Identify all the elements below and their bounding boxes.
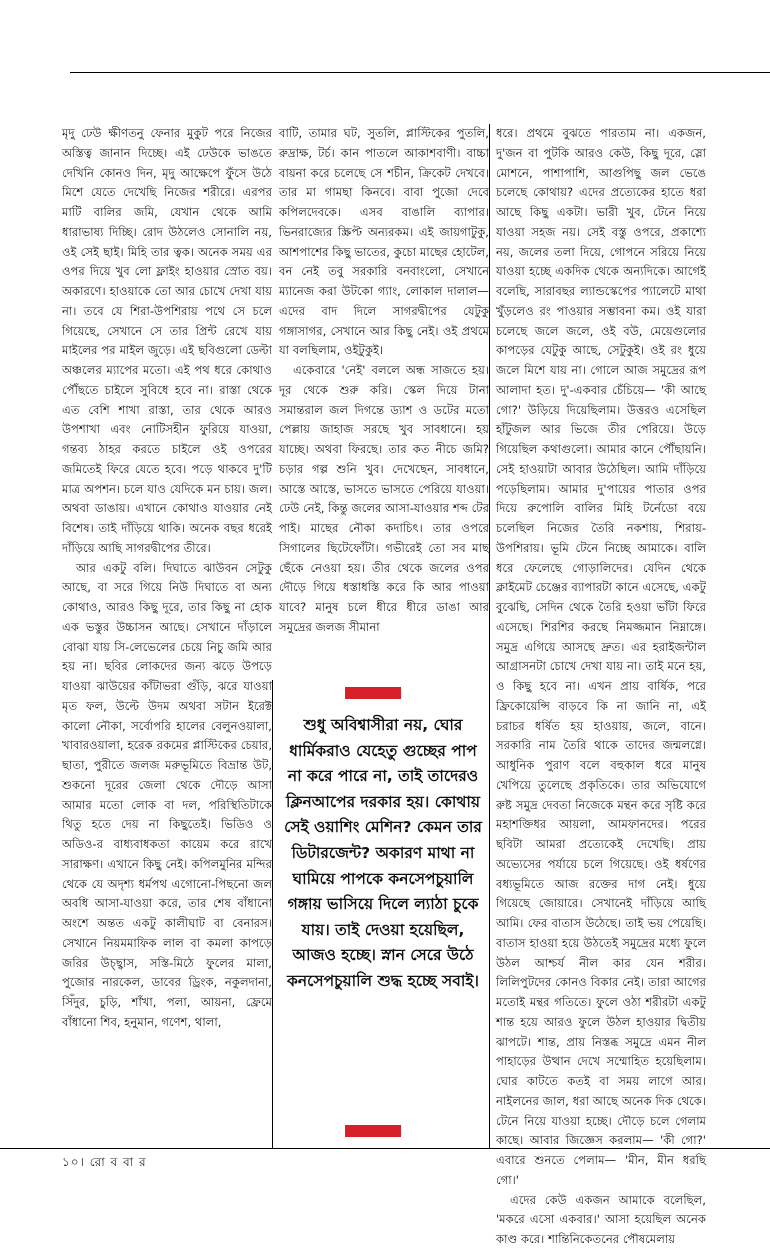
pull-quote-accent-bar <box>345 687 401 699</box>
article-column-3 <box>496 124 706 1246</box>
column-divider <box>272 680 273 1148</box>
article-column-2 <box>279 124 489 654</box>
column-divider <box>489 124 490 1148</box>
page-number: ১০ <box>62 1155 80 1169</box>
paragraph: মৃদু ঢেউ ক্ষীণতনু ফেনার মুকুট পরে নিজের অস্তিত্ব জানান দিচ্ছে। এই ঢেউকে ভাঙতে দেখিনি কোনও দিন, মৃদু আক্ষেপে ফুঁসে উঠে মিশে যেতে দেখেছি নিজের শরীরে। এরপর মাটি বালির জমি, যেখান থেকে আমি ধারাভাষ্য দিচ্ছি। রোদ উঠলেও সোনালি নয়, ওই সেই ছাই। মিহি তার ত্বক। অনেক সময় এর ওপর দিয়ে খুব লো ফ্লাইং হাওয়ার স্রোত বয়। অকারণে। হাওয়াকে তো আর চোখে দেখা যায় না। তবে যে শিরা-উপশিরায় পথে সে চলে গিয়েছে, সেখানে সে তার প্রিন্ট রেখে যায় মাইলের পর মাইল জুড়ে। এই ছবিগুলো ডেল্টা অঞ্চলের ম্যাপের মতো। এই পথ ধরে কোথাও পৌঁছতে চাইলে সুবিধে হবে না। রাস্তা থেকে এত বেশি শাখা রাস্তা, তার থেকে আরও উপশাখা এবং নোটিসহীন ফুরিয়ে যাওয়া, গন্তব্য ঠাহর করতে চাইলে ওই ওপরের জমিতেই ফিরে যেতে হবে। পড়ে থাকবে দু'টি মাত্র অপশন। চলে যাও যেদিকে মন চায়। জল। অথবা ডাঙায়। এখানে কোথাও যাওয়ার নেই বিশেষ। তাই দাঁড়িয়ে থাকি। অনেক বছর ধরেই দাঁড়িয়ে আছি সাগরদ্বীপের তীরে। <box>62 126 272 555</box>
footer-separator: । <box>79 1155 85 1169</box>
pull-quote-text: শুধু অবিশ্বাসীরা নয়, ঘোর ধার্মিকরাও যেহেতু গুচ্ছের পাপ না করে পারে না, তাই তাদেরও ক্লিনআপের দরকার হয়। কোথায় সেই ওয়াশিং মেশিন? কেমন তার ডিটারজেন্ট? অকারণ মাথা না ঘামিয়ে পাপকে কনসেপচুয়ালি গঙ্গায় ভাসিয়ে দিলে ল্যাঠা চুকে যায়। তাই দেওয়া হয়েছিল, আজও হচ্ছে। স্নান সেরে উঠে কনসেপচুয়ালি শুদ্ধ হচ্ছে সবাই। <box>284 716 482 990</box>
article-column-1 <box>62 124 272 1124</box>
paragraph: একেবারে 'নেই' বললে অন্ধ সাজতে হয়। দূর থেকে শুরু করি। স্কেল দিয়ে টানা সমান্তরাল জল দিগন্তে ড্যাশ ও ডটের মতো পেল্লায় জাহাজ সরছে খুব সাবধানে। হয় যাচ্ছে। অথবা ফিরছে। তার কত নীচে জমি? চড়ার গল্প শুনি খুব। দেখেছেন, সাবধানে, আস্তে আস্তে, ভাসতে ভাসতে পেরিয়ে যাওয়া। ঢেউ নেই, কিন্তু জলের আসা-যাওয়ার শব্দ টের পাই। মাছের নৌকা কদাচিৎ। তার ওপরে সিগালের ছিটেফোঁটা। গভীরেই তো সব মাছ ছেঁকে নেওয়া হয়। তীর থেকে জলের ওপর দৌড়ে গিয়ে ধস্তাধস্তি করে কি আর পাওয়া যাবে? মানুষ চলে ধীরে ধীরে ডাঙা আর সমুদ্রের জলজ সীমানা <box>279 363 489 634</box>
pull-quote <box>283 683 483 1146</box>
paragraph: এদের কেউ একজন আমাকে বলেছিল, 'মকরে এসো একবার।' আসা হয়েছিল অনেক কাণ্ড করে। শান্তিনিকেতনের পৌষমেলায় <box>496 1192 706 1246</box>
page-footer <box>62 1154 147 1174</box>
paragraph: ধরে। প্রথমে বুঝতে পারতাম না। একজন, দু'জন বা পুটকি আরও কেউ, কিছু দূরে, স্লো মোশনে, পাশাপাশি, আগুপিছু জল ভেঙে চলেছে কোথায়? এদের প্রত্যেকের হাতে ধরা আছে কিছু একটা। ভারী খুব, টেনে নিয়ে যাওয়া সহজ নয়। সেই বস্তু ওপরে, প্রকাশ্যে নয়, জলের তলা দিয়ে, গোপনে সরিয়ে নিয়ে যাওয়া হচ্ছে একদিক থেকে অন্যদিকে। আগেই বলেছি, সারাবছর ল্যান্ডস্কেপের প্যালেটে মাথা খুঁড়লেও রং পাওয়ার সম্ভাবনা কম। ওই যারা চলেছে জলে জলে, ওই বউ, মেয়েগুলোর কাপড়ের যেটুকু আছে, সেটুকুই। ওই রং ধুয়ে জলে মিশে যায় না। গোলে আজ সমুদ্রের রূপ আলাদা হত। দু'-একবার চেঁচিয়ে— 'কী আছে গো?' উড়িয়ে দিয়েছিলাম। উত্তরও এসেছিল হাঁটুজল আর ভিজে তীর পেরিয়ে। উড়ে গিয়েছিল কথাগুলো। আমার কানে পৌঁছায়নি। সেই হাওয়াটা আবার উঠেছিল। আমি দাঁড়িয়ে পড়েছিলাম। আমার দু'পায়ের পাতার ওপর দিয়ে রুপোলি বালির মিহি টর্নেডো বয়ে চলেছিল নিজের তৈরি নকশায়, শিরায়-উপশিরায়। ভূমি টেনে নিচ্ছে আমাকে। বালি ধরে ফেলেছে গোড়ালিদের। যেদিন থেকে ক্লাইমেট চেঞ্জের ব্যাপারটা কানে এসেছে, একটু বুঝেছি, সেদিন থেকে তৈরি হওয়া ভাঁটা ফিরে এসেছে। শিরশির করছে নিমজ্জমান নিম্নাঙ্গে। সমুদ্র এগিয়ে আসছে দ্রুত। এর হরাইজন্টাল আগ্রাসনটা চোখে দেখা যায় না। তাই মনে হয়, ও কিছু হবে না। এখন প্রায় বার্ষিক, পরে ফ্রিকোয়েন্সি বাড়বে কি না জানি না, এই চরাচর ধর্ষিত হয় হাওয়ায়, জলে, বানে। সরকারি নাম তৈরি থাকে তাদের জন্মলগ্নে। আধুনিক পুরাণ বলে বহুকাল ধরে মানুষ খেপিয়ে তুলেছে প্রকৃতিকে। তার অভিযোগে রুষ্ট সমুদ্র দেবতা নিজেকে মন্থন করে সৃষ্টি করে মহাশক্তিধর আয়লা, আমফানদের। পরের ছবিটা আমরা প্রত্যেকেই দেখেছি। প্রায় অভ্যেসের পর্যায়ে চলে গিয়েছে। ওই ধর্ষণের বধ্যভূমিতে আজ রক্তের দাগ নেই। ধুয়ে গিয়েছে জোয়ারে। সেখানেই দাঁড়িয়ে আছি আমি। ফের বাতাস উঠেছে। তাই ভয় পেয়েছি। বাতাস হাওয়া হয়ে উঠতেই সমুদ্রের মধ্যে ফুলে উঠল আশ্চর্য নীল কার যেন শরীর। লিলিপুটদের কোনও বিকার নেই। তারা আগের মতোই মন্থর গতিতে। ফুলে ওঠা শরীরটা একটু শান্ত হয়ে আরও ফুলে উঠল হাওয়ার দ্বিতীয় ঝাপটে। শান্ত, প্রায় নিস্তব্ধ সমুদ্রে এমন নীল পাহাড়ের উত্থান দেখে সম্মোহিত হয়েছিলাম। ঘোর কাটতে কতই বা সময় লাগে আর। নাইলনের জাল, ধরা আছে অনেক দিক থেকে। টেনে নিয়ে যাওয়া হচ্ছে। দৌড়ে চলে গেলাম কাছে। আবার জিজ্ঞেস করলাম— 'কী গো?' এবারে শুনতে পেলাম— 'মীন, মীন ধরছি গো।' <box>496 126 706 1187</box>
paragraph: বাটি, তামার ঘট, সুতলি, প্লাস্টিকের পুতলি, রুদ্রাক্ষ, টর্চ। কান পাতলে আকাশবাণী। বাচ্চা বায়না করে চলেছে সে শচীন, ক্রিকেট দেখবে। তার মা গামছা কিনবে। বাবা পুজো দেবে কপিলদেবকে। এসব বাঙালি ব্যাপার। ভিনরাজ্যের স্ক্রিপ্ট অন্যরকম। এই জায়গাটুকু, আশপাশের কিছু ভাতের, কুচো মাছের হোটেল, বন নেই তবু সরকারি বনবাংলো, সেখানে ম্যানেজ করা উটকো গ্যাং, লোকাল দালাল— এদের বাদ দিলে সাগরদ্বীপের যেটুকু গঙ্গাসাগর, সেখানে আর কিছু নেই। ওই প্রথমে যা বলছিলাম, ওইটুকুই। <box>279 126 489 358</box>
pull-quote-accent-bar <box>345 1125 401 1137</box>
publication-name: রো ব বা র <box>89 1155 147 1169</box>
footer-rule <box>0 1148 770 1149</box>
paragraph: আর একটু বলি। দিঘাতে ঝাউবন সেটুকু আছে, বা সরে গিয়ে নিউ দিঘাতে বা অন্য কোথাও, আরও কিছু দূরে, তার কিছু না হোক এক ভস্তুর উচ্চাসন আছে। সেখানে দাঁড়ালে বোঝা যায় সি-লেভেলের চেয়ে নিচু জমি আর হয় না। ছবির লোকদের জন্য ঝড়ে উপড়ে যাওয়া ঝাউয়ের কাঁটাভরা গুঁড়ি, ঝরে যাওয়া মৃত ফল, উল্টে উদম অথবা সটান ইরেক্ট কালো নৌকা, সর্বোপরি হালের বেলুনওয়ালা, খাবারওয়ালা, হরেক রকমের প্লাস্টিকের চেয়ার, ছাতা, পুরীতে জলজ মরুভূমিতে বিভ্রান্ত উট, শুকনো দূরের জেলা থেকে দৌড়ে আসা আমার মতো লোক বা দল, পরিস্থিতিটাকে থিতু হতে দেয় না কিছুতেই। ভিডিও ও অডিও-র বাধ্যবাধকতা কায়েম করে রাখে সারাক্ষণ। এখানে কিছু নেই। কপিলমুনির মন্দির থেকে যে অদৃশ্য ধর্মপথ এগোনো-পিছনো জল অবধি আসা-যাওয়া করে, তার শেষ বাঁধানো অংশে অন্তত একটু কালীঘাট বা বেনারস। সেখানে নিয়মমাফিক লাল বা কমলা কাপড়ে জরির উচ্ছ্বাস, সস্তি-মিঠে ফুলের মালা, পুজোর নারকেল, ডাবের ড্রিংক, নকুলদানা, সিঁদুর, চুড়ি, শাঁখা, পলা, আয়না, ফ্রেমে বাঁধানো শিব, হনুমান, গণেশ, থালা, <box>62 560 272 1029</box>
header-rule <box>70 72 770 73</box>
